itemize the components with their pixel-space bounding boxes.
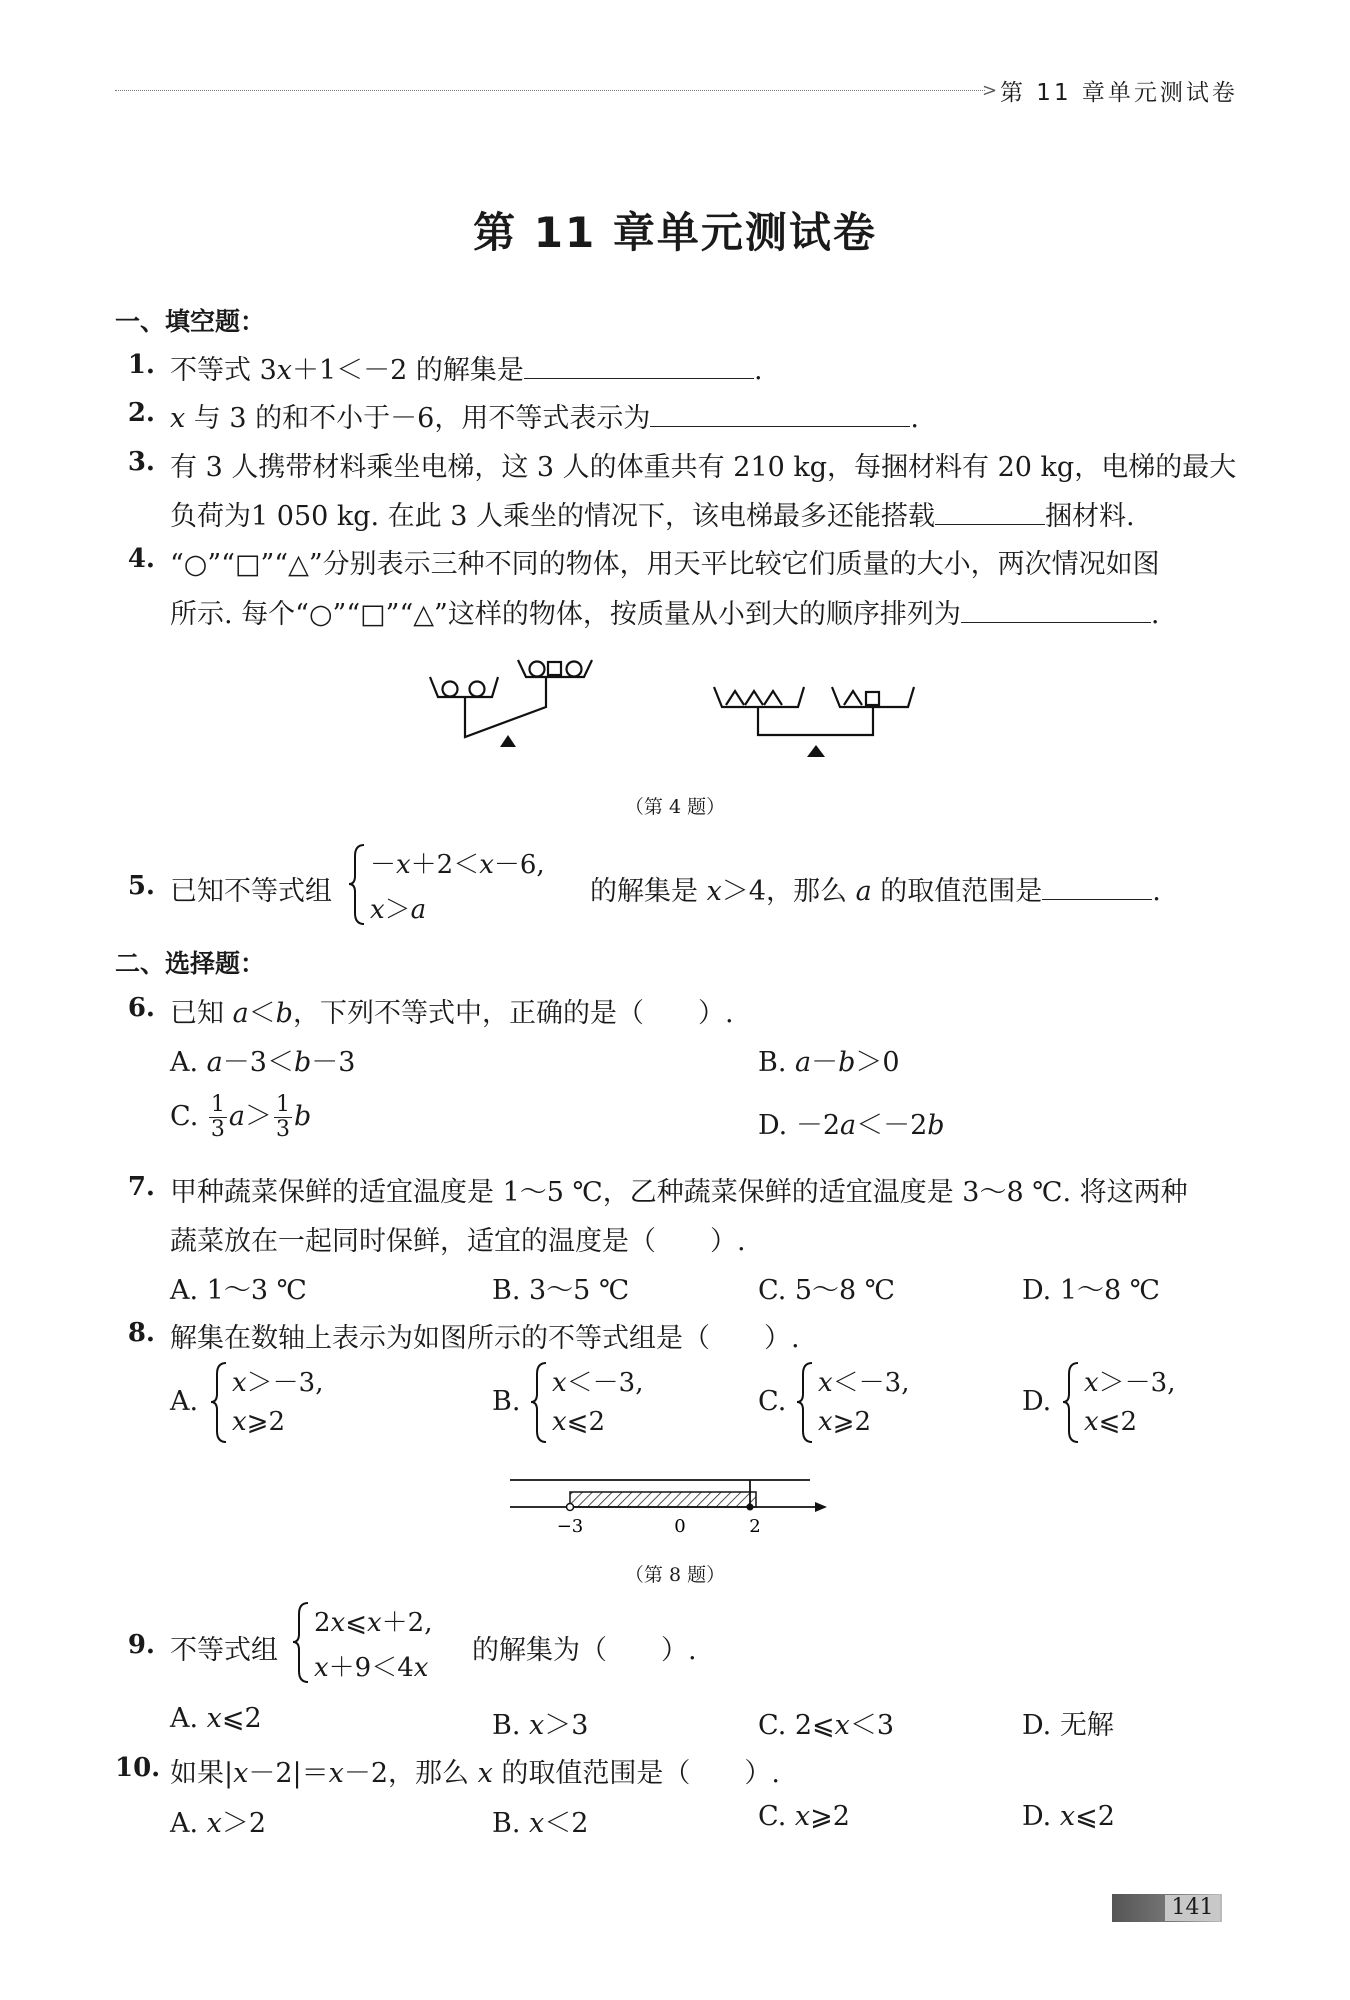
question-number: 10.: [115, 1753, 161, 1783]
option-d[interactable]: D. 1～8 ℃: [1022, 1275, 1160, 1306]
option-d[interactable]: D. 𝑥⩽2: [1022, 1801, 1115, 1832]
page-number: 141: [1165, 1895, 1220, 1921]
option-a[interactable]: A. 𝑥＞2: [170, 1808, 267, 1839]
section-heading-choice: 二、选择题：: [115, 949, 266, 978]
question-text: 已知不等式组: [170, 876, 332, 907]
beam-1: [465, 677, 546, 737]
circle-icon: [530, 662, 545, 677]
option-label: C.: [170, 1101, 199, 1132]
option-c[interactable]: C. 𝑥⩾2: [758, 1801, 850, 1832]
question-6: 已知 𝑎＜𝑏，下列不等式中，正确的是（ ）.: [170, 998, 734, 1029]
option-d[interactable]: D. －2𝑎＜－2𝑏: [758, 1110, 945, 1141]
option-a-system: [210, 1360, 360, 1445]
brace-icon: [348, 842, 370, 927]
option-d[interactable]: D. 无解: [1022, 1710, 1114, 1741]
triangle-icon: [726, 691, 744, 705]
option-d[interactable]: D.: [1022, 1386, 1052, 1417]
answer-blank[interactable]: [961, 596, 1151, 623]
figure-caption: （第 4 题）: [624, 796, 726, 818]
tick-label-neg3: −3: [556, 1516, 584, 1537]
question-end: 捆材料.: [1045, 501, 1135, 532]
question-end: .: [1150, 599, 1160, 630]
circle-icon: [443, 682, 458, 697]
closed-point: [747, 1504, 754, 1511]
question-number: 6.: [127, 993, 155, 1023]
balance-figure: [420, 655, 940, 765]
tick-label-2: 2: [749, 1516, 761, 1537]
option-b[interactable]: B. 𝑥＜2: [492, 1808, 589, 1839]
section-heading-fill: 一、填空题：: [115, 307, 266, 336]
system-equation-2: 𝑥⩾2: [818, 1407, 871, 1437]
question-end: .: [753, 355, 763, 386]
system-equation-2: 𝑥⩽2: [552, 1407, 605, 1437]
fulcrum-1: [500, 735, 516, 747]
fulcrum-2: [807, 745, 825, 757]
system-equation-1: 𝑥＞－3,: [232, 1368, 324, 1398]
variable: 𝑏: [293, 1101, 312, 1132]
system-equation-1: －𝑥＋2＜𝑥－6,: [370, 850, 545, 880]
question-number: 1.: [127, 350, 155, 380]
option-a[interactable]: A. 𝑎－3＜𝑏－3: [170, 1047, 356, 1078]
option-a[interactable]: A. 1～3 ℃: [170, 1275, 307, 1306]
option-b[interactable]: B. 𝑎－𝑏＞0: [758, 1047, 900, 1078]
option-b-system: [530, 1360, 680, 1445]
brace-icon: [292, 1600, 314, 1685]
question-text: 的解集是 𝑥＞4，那么 𝑎 的取值范围是: [590, 876, 1043, 907]
question-8: 解集在数轴上表示为如图所示的不等式组是（ ）.: [170, 1323, 800, 1354]
option-a[interactable]: A. 𝑥⩽2: [170, 1703, 262, 1734]
question-number: 9.: [127, 1630, 155, 1660]
inequality-system: [292, 1600, 472, 1685]
square-icon: [866, 692, 879, 705]
system-equation-1: 𝑥＞－3,: [1084, 1368, 1176, 1398]
circle-icon: [567, 662, 582, 677]
system-equation-2: 𝑥＞𝑎: [370, 895, 427, 925]
question-text: 所示. 每个“○”“□”“△”这样的物体，按质量从小到大的顺序排列为: [170, 599, 961, 630]
triangle-icon: [844, 691, 862, 705]
triangle-icon: [764, 691, 782, 705]
inequality-system: [348, 842, 598, 927]
question-end: .: [1152, 876, 1161, 907]
question-number: 8.: [127, 1318, 155, 1348]
fraction-denominator: 3: [275, 1117, 290, 1142]
question-9-rest: 的解集为（ ）.: [472, 1635, 697, 1666]
fraction: [274, 1093, 292, 1142]
question-number: 3.: [127, 447, 155, 477]
fraction-denominator: 3: [210, 1117, 225, 1142]
option-c[interactable]: C.: [758, 1386, 787, 1417]
question-3-line-1: 有 3 人携带材料乘坐电梯，这 3 人的体重共有 210 kg，每捆材料有 20 kg，电梯的最大: [170, 452, 1237, 483]
axis-arrow-icon: [815, 1502, 827, 1512]
triangle-icon: [745, 691, 763, 705]
question-number: 7.: [127, 1172, 155, 1202]
brace-icon: [210, 1360, 232, 1445]
figure-caption: （第 8 题）: [624, 1564, 726, 1586]
option-c-system: [796, 1360, 946, 1445]
question-4-line-1: “○”“□”“△”分别表示三种不同的物体，用天平比较它们质量的大小，两次情况如图: [170, 549, 1160, 580]
fraction-numerator: 1: [210, 1092, 225, 1117]
page-title: 第 11 章单元测试卷: [473, 208, 877, 257]
tick-label-0: 0: [674, 1516, 686, 1537]
brace-icon: [1062, 1360, 1084, 1445]
question-number: 4.: [127, 544, 155, 574]
system-equation-2: 𝑥＋9＜4𝑥: [314, 1653, 429, 1683]
question-4-line-2: [170, 592, 1159, 631]
option-d-system: [1062, 1360, 1212, 1445]
answer-blank[interactable]: [935, 498, 1045, 525]
variable: 𝑎: [228, 1101, 245, 1132]
header-rule: [115, 90, 985, 91]
question-5-rest: [590, 869, 1161, 908]
option-b[interactable]: B. 3～5 ℃: [492, 1275, 630, 1306]
fraction-numerator: 1: [275, 1092, 290, 1117]
question-end: .: [910, 403, 919, 434]
question-text: 𝑥 与 3 的和不小于－6，用不等式表示为: [170, 403, 651, 434]
question-1: [170, 348, 763, 387]
operator: ＞: [244, 1101, 272, 1132]
option-b[interactable]: B. 𝑥＞3: [492, 1710, 589, 1741]
option-b[interactable]: B.: [492, 1386, 521, 1417]
number-line-figure: [505, 1470, 835, 1540]
fraction: [209, 1093, 227, 1142]
option-c[interactable]: C. 2⩽𝑥＜3: [758, 1710, 895, 1741]
system-equation-2: 𝑥⩽2: [1084, 1407, 1137, 1437]
square-icon: [548, 662, 561, 675]
question-number: 2.: [127, 398, 155, 428]
system-equation-1: 𝑥＜－3,: [818, 1368, 910, 1398]
brace-icon: [796, 1360, 818, 1445]
system-equation-1: 𝑥＜－3,: [552, 1368, 644, 1398]
question-7-line-2: 蔬菜放在一起同时保鲜，适宜的温度是（ ）.: [170, 1226, 746, 1257]
brace-icon: [530, 1360, 552, 1445]
system-equation-2: 𝑥⩾2: [232, 1407, 285, 1437]
question-text: 不等式 3𝑥＋1＜－2 的解集是: [170, 355, 524, 386]
hatched-region: [570, 1492, 756, 1507]
question-text: 不等式组: [170, 1635, 278, 1666]
answer-blank[interactable]: [524, 352, 754, 379]
answer-blank[interactable]: [650, 400, 910, 427]
question-number: 5.: [127, 871, 155, 901]
header-arrow-icon: >: [982, 80, 998, 101]
question-2: [170, 396, 919, 435]
question-text: 负荷为1 050 kg. 在此 3 人乘坐的情况下，该电梯最多还能搭载: [170, 501, 936, 532]
question-3-line-2: [170, 494, 1135, 533]
option-a[interactable]: A.: [170, 1386, 199, 1417]
option-c[interactable]: [170, 1093, 311, 1142]
question-10: 如果|𝑥－2|＝𝑥－2，那么 𝑥 的取值范围是（ ）.: [170, 1758, 780, 1789]
running-header: 第 11 章单元测试卷: [1000, 80, 1238, 106]
option-c[interactable]: C. 5～8 ℃: [758, 1275, 896, 1306]
question-7-line-1: 甲种蔬菜保鲜的适宜温度是 1～5 ℃，乙种蔬菜保鲜的适宜温度是 3～8 ℃. 将这两种: [170, 1177, 1188, 1208]
left-pan-1: [430, 677, 498, 697]
answer-blank[interactable]: [1042, 873, 1152, 900]
system-equation-1: 2𝑥⩽𝑥＋2,: [314, 1608, 433, 1638]
beam-2: [758, 707, 873, 735]
open-point: [567, 1504, 574, 1511]
circle-icon: [470, 682, 485, 697]
